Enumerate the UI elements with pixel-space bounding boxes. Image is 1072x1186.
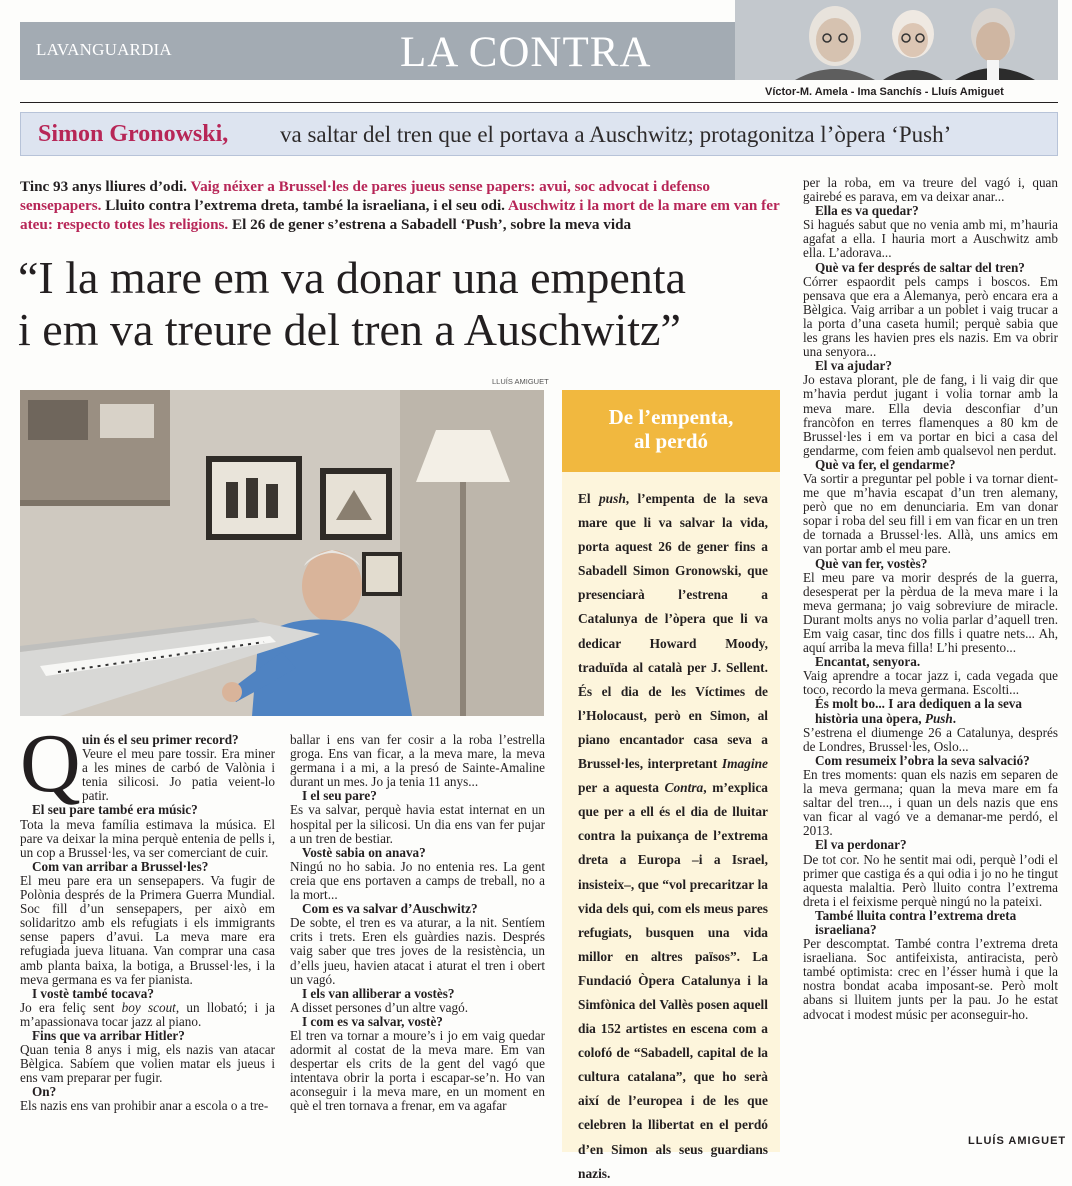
answer: Veure el meu pare tossir. Era miner a les mines de carbó de Valònia i tenia silicosi. Jo patia veient-lo patir.: [82, 746, 275, 804]
question: També lluita contra l’extrema dreta israeliana?: [815, 907, 1017, 937]
interviewee-description: va saltar del tren que el portava a Auschwitz; protagonitza l’òpera ‘Push’: [280, 122, 952, 147]
answer: per la roba, em va treure del vagó i, quan gairebé es parava, em va deixar anar...: [803, 175, 1058, 205]
sidebar-fragment: , l’empenta de la seva mare que li va salvar la vida, porta aquest 26 de gener fins a Sabadell Simon Gronowski, que presenciarà l’estrena a Catalunya de l’òpera que li va dedicar Howard Moody, traduïda al català per J. Sellent. És el dia de les Víctimes de l’Holocaust, però en Simon, al piano encantador casa seva a Brussel·les, interpretant: [578, 491, 768, 772]
answer: Els nazis ens van prohibir anar a escola o a tre-: [20, 1098, 269, 1114]
question: Com van arribar a Brussel·les?: [32, 858, 209, 874]
answer: Per descomptat. També contra l’extrema dreta israeliana. Soc antifeixista, antiracista, però també optimista: crec en l’ésser humà i que la nostra bondat acaba imposant-se. Però molt abans si lluitem junts per la pau. Jo he estat advocat i modest músic per aconseguir-ho.: [803, 936, 1058, 1022]
question-fragment: .: [952, 710, 957, 726]
drop-cap: Q: [20, 717, 81, 810]
interview-column-3: [803, 176, 1058, 1022]
intro-sentence: Tinc 93 anys lliures d’odi.: [20, 178, 187, 195]
answer: Quan tenia 8 anys i mig, els nazis van atacar Bèlgica. Sabíem que volien matar els jueus i ens vam preparar per fugir.: [20, 1042, 275, 1086]
question: Què va fer després de saltar del tren?: [815, 259, 1025, 275]
sidebar-fragment: , m’explica que per a ell és el dia de lluitar contra la puixança de l’extrema dreta a Europa –i a Israel, insisteix–, que “vol precaritzar la vida dels qui, com els meus pares refugiats, busquen una vida millor en altres països”. La Fundació Òpera Catalunya i la Simfònica del Vallès posen aquell dia 152 artistes en escena com a colofó de “Sabadell, capital de la cultura catalana”, que ho serà així de l’europea i de les que celebren la llibertat en el perdó d’en Simon als seus guardians nazis.: [578, 780, 768, 1181]
question: El va perdonar?: [815, 837, 907, 853]
intro-sentence: El 26 de gener s’estrena a Sabadell ‘Push’, sobre la meva vida: [232, 216, 632, 233]
question: I els van alliberar a vostès?: [302, 985, 455, 1001]
sidebar-title-line: al perdó: [633, 429, 709, 453]
answer: ballar i ens van fer cosir a la roba l’estrella groga. Ens van ficar, a la meva mare, la meva germana i a mi, a la presó de Sainte-Amaline durant un mes. Jo ja tenia 11 anys...: [290, 732, 545, 790]
answer: De sobte, el tren es va aturar, a la nit. Sentíem crits i trets. Eren els guàrdies nazis. Després vaig saber que tres joves de la resistència, un d’ells jueu, havien atacat i aturat el tren i obert un vagó.: [290, 915, 545, 987]
sidebar-fragment: Imagine: [721, 756, 768, 772]
intro-sentence: Vaig néixer a Brussel·les de pares jueus sense papers: avui, soc advocat i defenso sensepapers.: [20, 178, 710, 214]
question-fragment: Push: [924, 710, 953, 726]
byline: LLUÍS AMIGUET: [968, 1135, 1067, 1147]
sidebar-title: [562, 405, 780, 453]
sidebar-title-line: De l’empenta,: [608, 405, 734, 429]
sidebar-fragment: push: [598, 491, 626, 506]
interview-column-2: [290, 733, 545, 1114]
sidebar-fragment: per a aquesta: [578, 780, 665, 796]
question: El seu pare també era músic?: [32, 802, 198, 818]
columnists-names: Víctor-M. Amela - Ima Sanchís - Lluís Amiguet: [765, 86, 1004, 98]
intro-sentence: Auschwitz i la mort de la mare em van fer ateu: respecto totes les religions.: [20, 197, 780, 233]
newspaper-logo: LAVANGUARDIA: [36, 40, 172, 59]
answer: Jo estava plorant, ple de fang, i li vaig dir que m’havia perdut jugant i volia tornar amb la meva mare. Ella devia desconfiar d’un francòfon en terres flamenques a 80 km de Brussel·les i em va portar en bici a casa del gendarme, com feien amb qualsevol nen perdut.: [803, 372, 1058, 458]
answer: El meu pare era un sensepapers. Va fugir de Polònia després de la Primera Guerra Mundial. Soc fill d’un sensepapers, per això em solidaritzo amb els refugiats i els immigrants sense papers d’avui. La meva mare era refugiada jueva lituana. Van comprar una casa amb planta baixa, la botiga, a Brussel·les, i la meva germana es va fer pianista.: [20, 872, 275, 987]
sidebar-fragment: El: [578, 491, 599, 506]
question: Fins que va arribar Hitler?: [32, 1027, 185, 1043]
question: I vostè també tocava?: [32, 985, 154, 1001]
answer: El tren va tornar a moure’s i jo em vaig quedar adormit al costat de la meva mare. Em van despertar els crits de la gent del vagó que intentava obrir la porta i escapar-se’n. Ho van aconseguir i la meva mare, en un moment en què el tren tornava a frenar, em va agafar: [290, 1027, 545, 1114]
question-fragment: És molt bo... I ara dediquen a la seva història una òpera,: [815, 696, 1022, 726]
question: uin és el seu primer record?: [82, 732, 239, 747]
answer: Vaig aprendre a tocar jazz i, cada vegada que toco, recordo la meva germana. Escolti...: [803, 668, 1058, 698]
question: Vostè sabia on anava?: [302, 844, 426, 860]
question: [803, 697, 1058, 725]
question: El va ajudar?: [815, 358, 892, 374]
headline-line: “I la mare em va donar una empenta: [18, 252, 686, 303]
question: Què van fer, vostès?: [815, 555, 928, 571]
question: Com resumeix l’obra la seva salvació?: [815, 752, 1030, 768]
question: Què va fer, el gendarme?: [815, 456, 956, 472]
sidebar-text: [578, 487, 768, 1186]
answer: En tres moments: quan els nazis em separen de la meva germana; quan la meva mare em fa saltar del tren..., i quan un dels nazis que ens van ficar al vagó ve a demanar-me perdó, el 2013.: [803, 766, 1058, 839]
answer: [20, 1001, 275, 1029]
question: I el seu pare?: [302, 788, 377, 804]
question: Com es va salvar d’Auschwitz?: [302, 901, 478, 917]
sidebar-fragment: Contra: [664, 780, 704, 796]
answer-fragment: , un llobató; i ja m’apassionava tocar jazz al piano.: [20, 999, 275, 1029]
intro-sentence: Lluito contra l’extrema dreta, també la israeliana, i el seu odi.: [105, 197, 505, 214]
answer: De tot cor. No he sentit mai odi, perquè l’odi el primer que castiga és a qui odia i jo no he tingut aquesta malaltia. Però lluito contra l’extrema dreta i el feixisme perquè ningú no la pateixi.: [803, 851, 1058, 909]
answer: Es va salvar, perquè havia estat internat en un hospital per la silicosi. Un dia ens van fer pujar a un tren de bestiar.: [290, 802, 545, 846]
intro-summary: [20, 177, 790, 234]
answer: A disset persones d’un altre vagó.: [290, 999, 468, 1015]
answer: El meu pare va morir després de la guerra, desesperat per la pèrdua de la meva mare i la meva germana; jo vaig sobreviure de miracle. Durant molts anys no volia parlar d’aquell tren. Em vaig casar, tinc dos fills i quatre nets... Ah, aquí arriba la meva filla! L’hi presento...: [803, 569, 1058, 656]
interviewee-name: Simon Gronowski,: [38, 121, 229, 147]
question: On?: [32, 1084, 57, 1100]
answer: Ningú no ho sabia. Jo no entenia res. La gent creia que ens portaven a camps de treball, no a la mort...: [290, 858, 545, 903]
headline-line: i em va treure del tren a Auschwitz”: [18, 304, 681, 355]
answer: Va sortir a preguntar pel poble i va tornar dient-me que m’havia escapat d’un tren alemany, però que no em denunciaria. Em van donar sopar i roba del seu fill i em van ficar en un tren de tornada a Brussel·les. Allà, uns amics em van portar amb el meu pare.: [803, 470, 1058, 557]
answer: Si hagués sabut que no venia amb mi, m’hauria agafat a ella. I hauria mort a Auschwitz amb ella. L’adorava...: [803, 217, 1058, 261]
answer: Córrer espaordit pels camps i boscos. Em pensava que era a Alemanya, però encara era a Bèlgica. Vaig arribar a un poblet i vaig trucar a la porta d’una caseta humil; perquè sabia que les grans les havien pres els nazis. Em va obrir una senyora...: [803, 273, 1058, 360]
answer: S’estrena el diumenge 26 a Catalunya, després de Londres, Brussel·les, Oslo...: [803, 724, 1058, 754]
section-title: LA CONTRA: [400, 29, 652, 76]
answer-fragment: Jo era feliç sent: [20, 999, 122, 1015]
divider: [20, 102, 1058, 103]
question: I com es va salvar, vostè?: [302, 1013, 443, 1029]
question: Encantat, senyora.: [815, 654, 921, 670]
columnists-photo: [735, 0, 1058, 80]
headline: [18, 252, 798, 356]
interview-column-1: [20, 733, 275, 1114]
answer-fragment: boy scout: [121, 999, 176, 1015]
main-photo: [20, 390, 544, 716]
answer: Tota la meva família estimava la música. El pare va deixar la mina perquè entenia de pells i, un cop a Brussel·les, va ser comerciant de cuir.: [20, 816, 275, 860]
question: Ella es va quedar?: [815, 203, 919, 219]
photo-credit: LLUÍS AMIGUET: [492, 377, 549, 386]
